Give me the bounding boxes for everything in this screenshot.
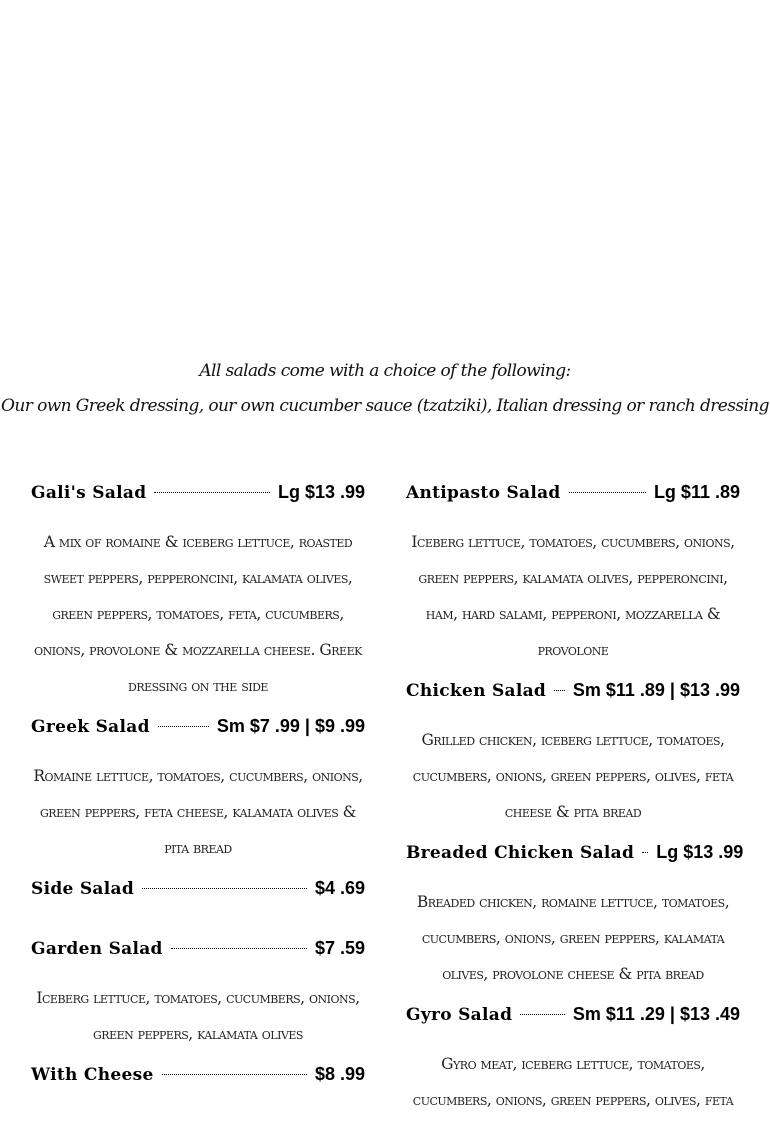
- menu-item-header: [31, 1064, 365, 1092]
- menu-item-description: Grilled chicken, iceberg lettuce, tomatoes, cucumbers, onions, green peppers, olives, feta cheese & pita bread: [412, 731, 734, 821]
- menu-item: [31, 938, 365, 1052]
- menu-item-price: Sm $11 .89 | $13 .99: [572, 680, 740, 700]
- dotted-leader: [520, 1014, 565, 1015]
- menu-item-price: Lg $13 .99: [277, 482, 365, 502]
- menu-item: [31, 878, 365, 938]
- menu-item-header: [406, 680, 740, 708]
- menu-item-price: Sm $11 .29 | $13 .49: [572, 1004, 740, 1024]
- menu-item-name: Gali's Salad: [31, 483, 147, 503]
- dotted-leader: [154, 492, 270, 493]
- menu-item-header: [31, 938, 365, 966]
- menu-item-header: [31, 482, 365, 510]
- menu-item-description: Romaine lettuce, tomatoes, cucumbers, onions, green peppers, feta cheese, kalamata olives & pita bread: [33, 767, 363, 857]
- dotted-leader: [171, 948, 307, 949]
- menu-item-name: Garden Salad: [31, 939, 163, 959]
- menu-item-description: Gyro meat, iceberg lettuce, tomatoes, cucumbers, onions, green peppers, olives, feta: [412, 1055, 734, 1109]
- menu-item-name: Antipasto Salad: [406, 483, 561, 503]
- spacer: [31, 906, 365, 938]
- menu-item: [31, 716, 365, 866]
- dotted-leader: [554, 690, 565, 691]
- menu-item-header: [406, 482, 740, 510]
- menu-item-header: [406, 1004, 740, 1032]
- menu-item-price: $7 .59: [314, 938, 365, 958]
- menu-item-name: With Cheese: [31, 1065, 154, 1085]
- menu-item-header: [406, 842, 744, 870]
- dotted-leader: [642, 852, 648, 853]
- menu-item: [406, 1004, 740, 1118]
- menu-item: [406, 482, 740, 668]
- menu-item-price: Sm $7 .99 | $9 .99: [216, 716, 365, 736]
- menu-item-description: A mix of romaine & iceberg lettuce, roasted sweet peppers, pepperoncini, kalamata olives, green peppers, tomatoes, feta, cucumbers, onions, provolone & mozzarella cheese. Greek dressing on the side: [34, 533, 362, 695]
- menu-item-price: $4 .69: [314, 878, 365, 898]
- menu-item-description: Breaded chicken, romaine lettuce, tomatoes, cucumbers, onions, green peppers, kalamata olives, provolone cheese & pita bread: [416, 893, 730, 983]
- menu-item-header: [31, 878, 365, 906]
- menu-item: [31, 1064, 365, 1092]
- menu-item-name: Breaded Chicken Salad: [406, 843, 635, 863]
- menu-item-name: Greek Salad: [31, 717, 150, 737]
- menu-item-name: Side Salad: [31, 879, 135, 899]
- menu-item-name: Gyro Salad: [406, 1005, 513, 1025]
- menu-item-price: Lg $13 .99: [656, 842, 744, 862]
- dotted-leader: [162, 1074, 307, 1075]
- dressing-note-heading: All salads come with a choice of the following:: [199, 361, 571, 381]
- menu-item-description: Iceberg lettuce, tomatoes, cucumbers, onions, green peppers, kalamata olives, pepperoncini, ham, hard salami, pepperoni, mozzarella & provolone: [411, 533, 735, 659]
- menu-item: [406, 680, 740, 830]
- dressing-options-text: Our own Greek dressing, our own cucumber sauce (tzatziki), Italian dressing or ranch dressing: [1, 396, 769, 416]
- menu-item: [31, 482, 365, 704]
- menu-item-price: Lg $11 .89: [653, 482, 740, 502]
- dotted-leader: [158, 726, 209, 727]
- menu-item-price: $8 .99: [314, 1064, 365, 1084]
- menu-column-left: [31, 482, 365, 1092]
- menu-item-header: [31, 716, 365, 744]
- menu-item-name: Chicken Salad: [406, 681, 547, 701]
- dotted-leader: [142, 888, 307, 889]
- menu-item: [406, 842, 744, 992]
- menu-item-description: Iceberg lettuce, tomatoes, cucumbers, onions, green peppers, kalamata olives: [36, 989, 360, 1043]
- dotted-leader: [569, 492, 646, 493]
- menu-column-right: [406, 482, 744, 1130]
